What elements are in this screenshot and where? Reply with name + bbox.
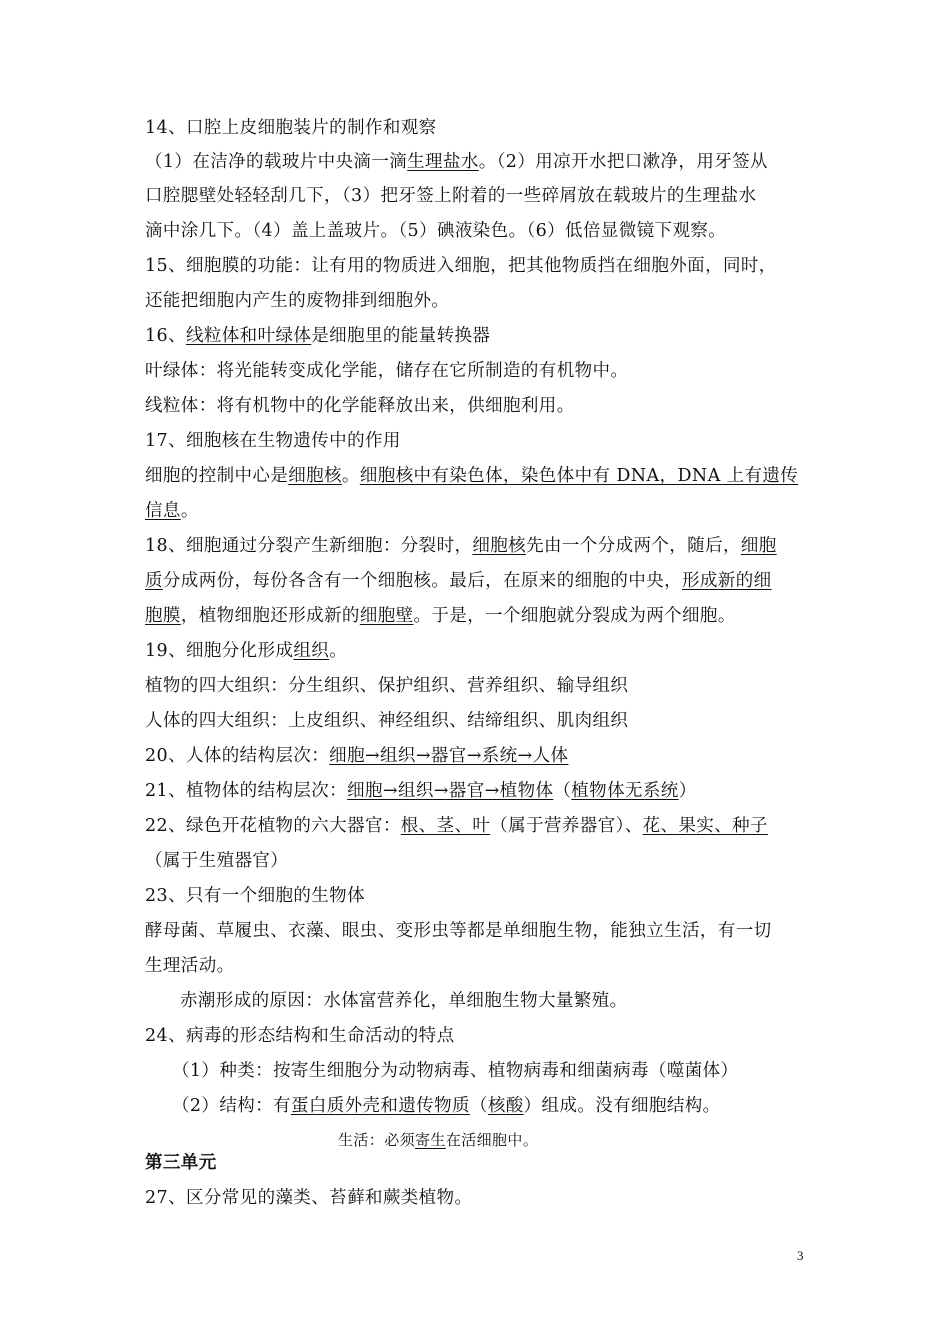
text-line	[338, 1128, 538, 1152]
underlined-keyword: 细胞核中有染色体，染色体中有 DNA，DNA 上有遗传	[359, 466, 799, 486]
text-segment: 15、细胞膜的功能：让有用的物质进入细胞，把其他物质挡在细胞外面，同时，	[145, 256, 777, 276]
text-segment: ）	[678, 781, 697, 801]
text-segment: 滴中涂几下。（4）盖上盖玻片。（5）碘液染色。（6）低倍显微镜下观察。	[145, 221, 727, 241]
text-line	[145, 779, 697, 803]
text-line	[145, 429, 401, 453]
text-segment: 21、植物体的结构层次：	[145, 781, 348, 801]
underlined-keyword: 根、茎、叶	[400, 816, 491, 836]
underlined-keyword: 质	[145, 571, 163, 591]
text-segment: （1）种类：按寄生细胞分为动物病毒、植物病毒和细菌病毒（噬菌体）	[172, 1061, 739, 1081]
text-segment: 生理活动。	[145, 956, 235, 976]
text-segment: 20、人体的结构层次：	[145, 746, 330, 766]
underlined-keyword: 细胞→组织→器官→植物体	[347, 781, 554, 801]
text-line	[145, 569, 772, 593]
text-segment: 细胞的控制中心是	[145, 466, 289, 486]
text-segment: 口腔腮壁处轻轻刮几下，（3）把牙签上附着的一些碎屑放在载玻片的生理盐水	[145, 186, 757, 206]
text-segment: 16、	[145, 326, 186, 346]
text-line	[172, 1059, 738, 1083]
underlined-keyword: 寄生	[415, 1131, 446, 1149]
text-line	[172, 1094, 721, 1118]
text-segment: 酵母菌、草履虫、衣藻、眼虫、变形虫等都是单细胞生物，能独立生活，有一切	[145, 921, 772, 941]
text-segment: 第三单元	[145, 1153, 217, 1173]
text-segment: （1）在洁净的载玻片中央滴一滴	[145, 152, 408, 172]
text-segment: 14、口腔上皮细胞装片的制作和观察	[145, 118, 437, 138]
text-segment: 24、病毒的形态结构和生命活动的特点	[145, 1026, 455, 1046]
text-line	[145, 674, 628, 698]
text-segment: 人体的四大组织：上皮组织、神经组织、结缔组织、肌肉组织	[145, 711, 629, 731]
text-line	[145, 744, 568, 768]
text-segment: 17、细胞核在生物遗传中的作用	[145, 431, 401, 451]
text-segment: 叶绿体：将光能转变成化学能，储存在它所制造的有机物中。	[145, 361, 629, 381]
text-line	[145, 919, 772, 943]
text-line	[145, 1024, 454, 1048]
text-line	[145, 150, 768, 174]
text-segment: 赤潮形成的原因：水体富营养化，单细胞生物大量繁殖。	[180, 991, 628, 1011]
text-segment: 还能把细胞内产生的废物排到细胞外。	[145, 291, 450, 311]
underlined-keyword: 细胞核	[472, 536, 527, 556]
text-line	[145, 116, 437, 140]
underlined-keyword: 植物体无系统	[571, 781, 679, 801]
text-segment: ）组成。没有细胞结构。	[523, 1096, 721, 1116]
text-line	[145, 639, 347, 663]
text-line	[145, 394, 575, 418]
text-line	[145, 359, 628, 383]
text-line	[145, 184, 756, 208]
text-line	[145, 254, 777, 278]
text-segment: 23、只有一个细胞的生物体	[145, 886, 365, 906]
text-line	[145, 534, 777, 558]
underlined-keyword: 生理盐水	[407, 152, 479, 172]
text-line	[145, 289, 449, 313]
text-line	[180, 989, 628, 1013]
text-segment: 先由一个分成两个，随后，	[526, 536, 741, 556]
text-line	[145, 1186, 472, 1210]
text-segment: 线粒体：将有机物中的化学能释放出来，供细胞利用。	[145, 396, 575, 416]
text-segment: （属于营养器官）、	[490, 816, 643, 836]
section-heading	[145, 1151, 217, 1175]
text-segment: 。于是，一个细胞就分裂成为两个细胞。	[413, 606, 736, 626]
underlined-keyword: 蛋白质外壳和遗传物质	[290, 1096, 470, 1116]
text-segment: 。（2）用凉开水把口漱净，用牙签从	[478, 152, 768, 172]
text-line	[145, 814, 768, 838]
text-segment: 分成两份，每份各含有一个细胞核。最后，在原来的细胞的中央，	[162, 571, 683, 591]
text-segment: 生活：必须	[338, 1131, 416, 1149]
underlined-keyword: 信息	[145, 501, 181, 521]
text-segment: 。	[329, 641, 348, 661]
text-segment: （	[469, 1096, 488, 1116]
text-line	[145, 954, 235, 978]
underlined-keyword: 核酸	[487, 1096, 524, 1116]
text-line	[145, 604, 736, 628]
text-segment: （	[553, 781, 572, 801]
underlined-keyword: 细胞壁	[359, 606, 414, 626]
underlined-keyword: 细胞	[740, 536, 777, 556]
underlined-keyword: 细胞→组织→器官→系统→人体	[329, 746, 569, 766]
text-line	[145, 499, 199, 523]
text-segment: 植物的四大组织：分生组织、保护组织、营养组织、输导组织	[145, 676, 629, 696]
text-segment: 18、细胞通过分裂产生新细胞：分裂时，	[145, 536, 473, 556]
page-number: 3	[797, 1248, 804, 1263]
text-segment: 。	[341, 466, 360, 486]
underlined-keyword: 形成新的细	[682, 571, 772, 591]
underlined-keyword: 花、果实、种子	[642, 816, 768, 836]
text-line	[145, 849, 288, 873]
text-segment: 是细胞里的能量转换器	[311, 326, 491, 346]
text-segment: 在活细胞中。	[445, 1131, 539, 1149]
text-segment: 19、细胞分化形成	[145, 641, 294, 661]
text-segment: 22、绿色开花植物的六大器官：	[145, 816, 401, 836]
text-line	[145, 884, 365, 908]
underlined-keyword: 细胞核	[288, 466, 342, 486]
text-segment: 。	[180, 501, 199, 521]
text-line	[145, 324, 490, 348]
text-line	[145, 464, 798, 488]
underlined-keyword: 胞膜	[145, 606, 181, 626]
underlined-keyword: 线粒体和叶绿体	[185, 326, 312, 346]
text-segment: 27、区分常见的藻类、苔藓和蕨类植物。	[145, 1188, 473, 1208]
text-line	[145, 709, 628, 733]
text-segment: （属于生殖器官）	[145, 851, 289, 871]
underlined-keyword: 组织	[293, 641, 330, 661]
text-line	[145, 219, 726, 243]
text-segment: ，植物细胞还形成新的	[180, 606, 360, 626]
text-segment: （2）结构：有	[172, 1096, 291, 1116]
